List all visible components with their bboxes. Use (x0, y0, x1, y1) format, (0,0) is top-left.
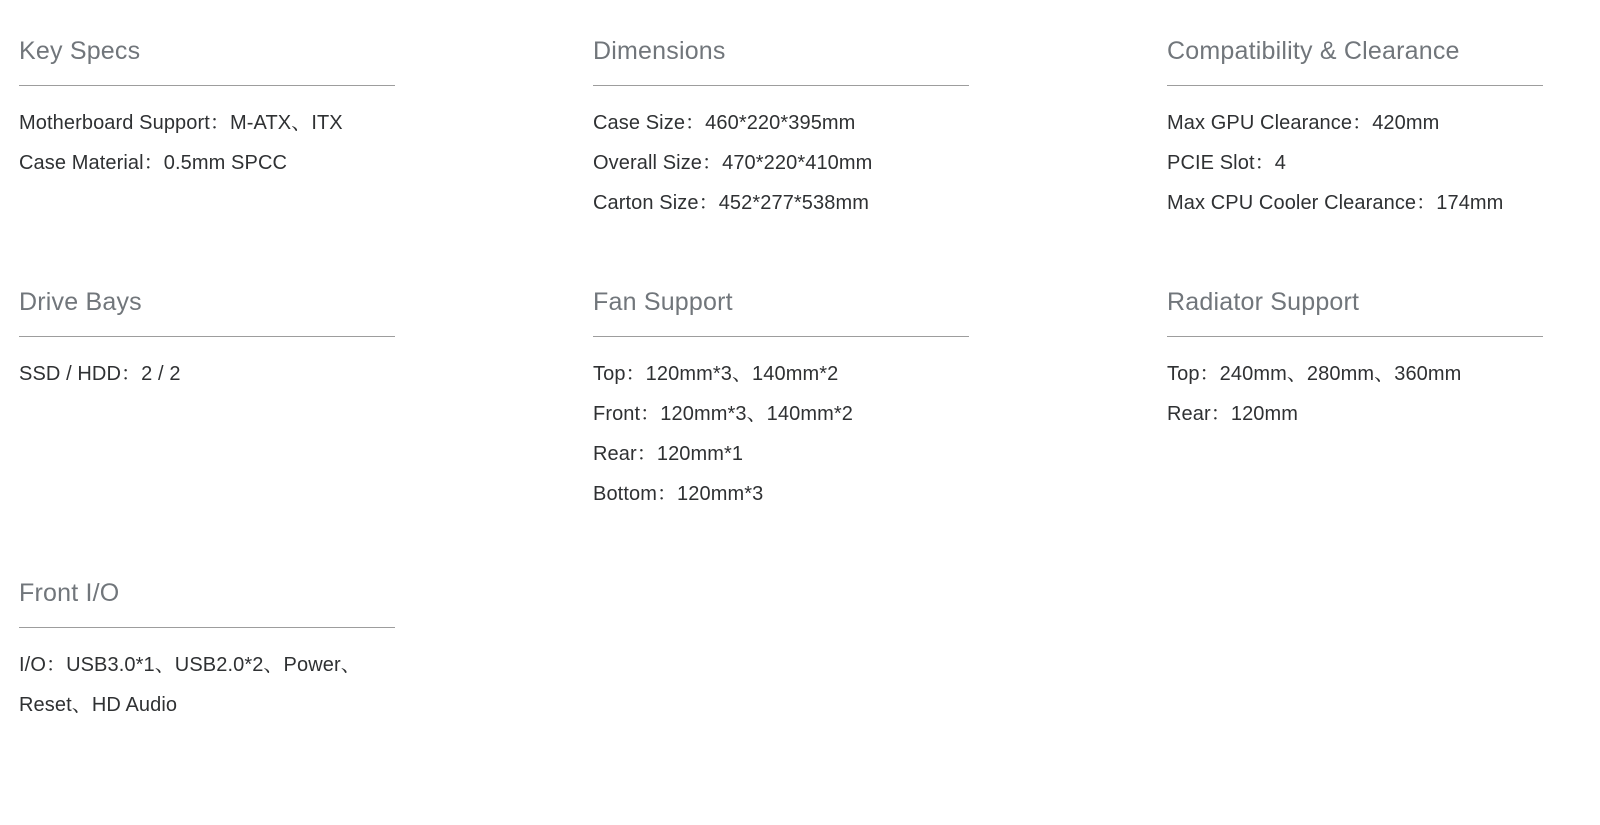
section-fan-support (593, 287, 969, 514)
spec-line: Bottom：120mm*3 (593, 483, 764, 505)
spec-line: Top：120mm*3、140mm*2 (593, 363, 839, 385)
section-title: Fan Support (593, 288, 733, 316)
section-divider (1167, 85, 1543, 86)
section-title: Front I/O (19, 579, 120, 607)
section-divider (19, 627, 395, 628)
spec-lines (593, 354, 969, 514)
section-title: Radiator Support (1167, 288, 1360, 316)
section-divider (593, 85, 969, 86)
section-key-specs (19, 36, 395, 183)
spec-line: PCIE Slot：4 (1167, 152, 1286, 174)
spec-line: Carton Size：452*277*538mm (593, 192, 869, 214)
section-compatibility-clearance (1167, 36, 1543, 223)
spec-lines (1167, 354, 1543, 434)
section-front-io (19, 578, 395, 725)
spec-line: Front：120mm*3、140mm*2 (593, 403, 853, 425)
spec-line: Overall Size：470*220*410mm (593, 152, 873, 174)
spec-line: I/O：USB3.0*1、USB2.0*2、Power、Reset、HD Audio (19, 654, 361, 716)
spec-lines (19, 645, 395, 725)
section-divider (19, 85, 395, 86)
section-title: Compatibility & Clearance (1167, 37, 1460, 65)
spec-line: Case Material：0.5mm SPCC (19, 152, 288, 174)
spec-line: Rear：120mm (1167, 403, 1299, 425)
spec-line: Motherboard Support：M-ATX、ITX (19, 112, 343, 134)
spec-lines (1167, 103, 1543, 223)
section-radiator-support (1167, 287, 1543, 434)
section-title: Drive Bays (19, 288, 142, 316)
section-title: Dimensions (593, 37, 726, 65)
spec-lines (19, 354, 395, 394)
spec-lines (19, 103, 395, 183)
spec-line: Top：240mm、280mm、360mm (1167, 363, 1462, 385)
section-divider (19, 336, 395, 337)
spec-line: SSD / HDD：2 / 2 (19, 363, 181, 385)
spec-line: Case Size：460*220*395mm (593, 112, 856, 134)
spec-line: Max CPU Cooler Clearance：174mm (1167, 192, 1504, 214)
section-divider (593, 336, 969, 337)
section-drive-bays (19, 287, 395, 394)
section-title: Key Specs (19, 37, 141, 65)
section-divider (1167, 336, 1543, 337)
section-dimensions (593, 36, 969, 223)
spec-lines (593, 103, 969, 223)
spec-line: Max GPU Clearance：420mm (1167, 112, 1440, 134)
spec-line: Rear：120mm*1 (593, 443, 744, 465)
